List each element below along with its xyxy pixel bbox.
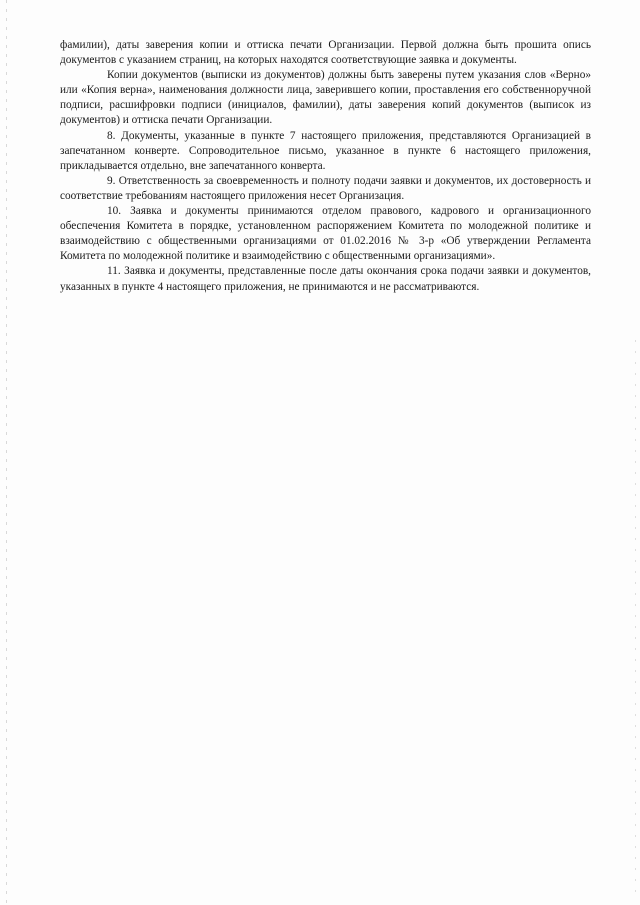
document-body [60,38,591,295]
paragraph-10: 10. Заявка и документы принимаются отделом правового, кадрового и организационного обеспечения Комитета в порядке, установленном распоряжением Комитета по молодежной политике и взаимодействию с общественными организациями от 01.02.2016 № 3-р «Об утверждении Регламента Комитета по молодежной политике и взаимодействию с общественными организациями». [60,205,591,263]
paragraph-11: 11. Заявка и документы, представленные после даты окончания срока подачи заявки и документов, указанных в пункте 4 настоящего приложения, не принимаются и не рассматриваются. [60,265,591,293]
scan-edge-left [6,0,7,905]
paragraph-copies: Копии документов (выписки из документов) должны быть заверены путем указания слов «Верно» или «Копия верна», наименования должности лица, заверившего копии, проставления его собственноручной подписи, расшифровки подписи (инициалов, фамилии), даты заверения копий документов (выписок из документов) и оттиска печати Организации. [60,69,591,127]
paragraph-continuation: фамилии), даты заверения копии и оттиска печати Организации. Первой должна быть прошита опись документов с указанием страниц, на которых находятся соответствующие заявка и документы. [60,39,591,67]
paragraph-8: 8. Документы, указанные в пункте 7 настоящего приложения, представляются Организацией в запечатанном конверте. Сопроводительное письмо, указанное в пункте 6 настоящего приложения, прикладывается отдельно, вне запечатанного конверта. [60,129,591,172]
scan-edge-right [635,340,636,900]
paragraph-9: 9. Ответственность за своевременность и полноту подачи заявки и документов, их достоверность и соответствие требованиям настоящего приложения несет Организация. [60,174,591,202]
